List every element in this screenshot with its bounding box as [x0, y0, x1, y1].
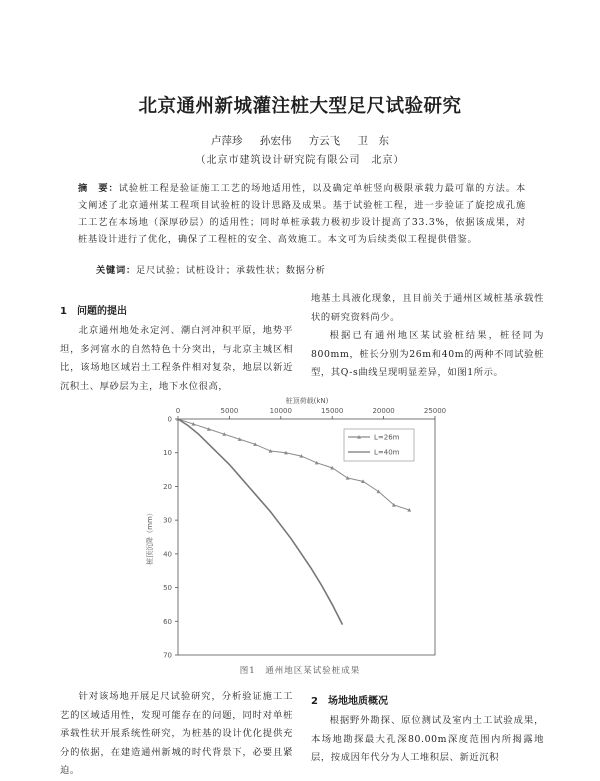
author-name: 孙宏伟 — [259, 135, 292, 147]
section-2-left-column — [60, 688, 293, 781]
paragraph: 针对该场地开展足尺试验研究，分析验证施工工艺的区域适用性，发现可能存在的问题，同时对单桩承载性状开展系统性研究，为桩基的设计优化提供充分的依据，在建造通州新城的时代背景下，必要且紧迫。 — [60, 691, 293, 776]
legend — [344, 429, 414, 461]
y-ticks — [163, 416, 178, 660]
section-1-heading: 1 问题的提出 — [60, 306, 127, 317]
y-tick-label: 70 — [163, 651, 172, 660]
y-tick-label: 40 — [163, 550, 172, 559]
keywords-text: 足尺试验；试桩设计；承载性状；数据分析 — [135, 265, 326, 276]
paper-title: 北京通州新城灌注桩大型足尺试验研究 — [138, 96, 462, 117]
author-name: 卢萍珍 — [210, 135, 243, 147]
abstract-text: 试验桩工程是验证施工工艺的场地适用性，以及确定单桩竖向极限承载力最可靠的方法。本文阐述了北京通州某工程项目试验桩的设计思路及成果。基于试验桩工程，进一步验证了旋挖成孔施工工艺在本场地（深厚砂层）的适用性；同时单桩承载力极初步设计提高了33.3%，依据该成果，对桩基设计进行了优化，确保了工程桩的安全、高效施工。本文可为后续类似工程提供借鉴。 — [78, 183, 526, 245]
paragraph: 北京通州地处永定河、潮白河冲积平原，地势平坦，多河富水的自然特色十分突出，与北京主城区相比，该场地区域岩土工程条件相对复杂，地层以新近沉积土、厚砂层为主，地下水位很高， — [60, 325, 293, 392]
paragraph: 根据野外勘探、原位测试及室内土工试验成果，本场地勘探最大孔深80.00m深度范围内所揭露地层，按成因年代分为人工堆积层、新近沉积 — [311, 715, 544, 763]
y-tick-label: 20 — [163, 482, 172, 491]
x-tick-label: 5000 — [220, 407, 239, 415]
x-tick-label: 20000 — [372, 407, 395, 415]
legend-label: L=26m — [374, 433, 400, 442]
chart-title: 桩顶荷载(kN) — [285, 397, 329, 405]
abstract-label: 摘 要： — [78, 183, 119, 194]
author-name: 卫 东 — [357, 135, 390, 147]
x-tick-label: 10000 — [269, 407, 292, 415]
author-name: 方云飞 — [308, 135, 341, 147]
section-2-heading: 2 场地地质概况 — [311, 696, 388, 707]
y-tick-label: 0 — [167, 415, 172, 424]
x-tick-label: 25000 — [423, 407, 447, 415]
x-tick-label: 15000 — [321, 407, 344, 415]
x-tick-label: 0 — [175, 407, 181, 415]
keywords-label: 关键词： — [96, 265, 136, 276]
y-tick-label: 60 — [163, 617, 172, 626]
x-ticks — [176, 407, 446, 419]
y-tick-label: 10 — [163, 449, 172, 458]
y-axis-label: 桩顶沉降（mm） — [146, 509, 154, 565]
y-tick-label: 50 — [163, 584, 172, 593]
series-line — [178, 419, 342, 625]
figure-caption: 图1 通州地区某试验桩成果 — [239, 666, 361, 676]
legend-label: L=40m — [374, 448, 400, 457]
section-2-right-column — [311, 712, 544, 768]
paragraph: 地基土具液化现象，且目前关于通州区域桩基承载性状的研究资料尚少。 — [311, 293, 544, 323]
paragraph: 根据已有通州地区某试验桩结果，桩径同为800mm，桩长分别为26m和40m的两种不同试验桩型，其Q-s曲线呈现明显差异，如图1所示。 — [311, 330, 544, 378]
y-tick-label: 30 — [163, 516, 172, 525]
affiliation: （北京市建筑设计研究院有限公司 北京） — [195, 155, 405, 166]
